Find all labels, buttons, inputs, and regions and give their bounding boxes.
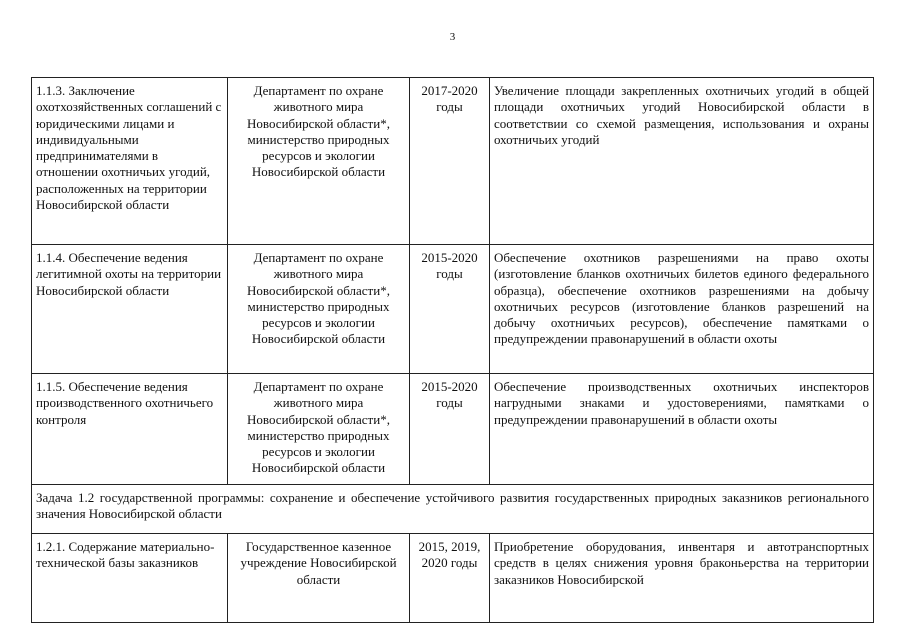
executor: Государственное казенное учреждение Новосибирской области <box>228 534 410 623</box>
table-row <box>32 374 874 485</box>
expected-result: Обеспечение производственных охотничьих инспекторов нагрудными знаками и удостоверениями, памятками о предупреждении правонарушений в области охоты <box>490 374 874 485</box>
expected-result: Увеличение площади закрепленных охотничьих угодий в общей площади охотничьих угодий Новосибирской области в соответствии со схемой размещения, использования и охраны охотничьих угодий <box>490 78 874 245</box>
executor: Департамент по охране животного мира Новосибирской области*, министерство природных ресурсов и экологии Новосибирской области <box>228 78 410 245</box>
measure-name: 1.1.5. Обеспечение ведения производственного охотничьего контроля <box>32 374 228 485</box>
measure-name: 1.1.3. Заключение охотхозяйственных соглашений с юридическими лицами и индивидуальными предпринимателями в отношении охотничьих угодий, расположенных на территории Новосибирской области <box>32 78 228 245</box>
expected-result: Обеспечение охотников разрешениями на право охоты (изготовление бланков охотничьих билетов единого федерального образца), обеспечение охотников разрешениями на добычу охотничьих ресурсов (изготовление бланков разрешений на добычу охотничьих ресурсов), обеспечение памятками о предупреждении правонарушений в области охоты <box>490 245 874 374</box>
table-row <box>32 78 874 245</box>
years: 2015, 2019, 2020 годы <box>410 534 490 623</box>
years: 2015-2020 годы <box>410 374 490 485</box>
measure-name: 1.2.1. Содержание материально-технической базы заказников <box>32 534 228 623</box>
executor: Департамент по охране животного мира Новосибирской области*, министерство природных ресурсов и экологии Новосибирской области <box>228 374 410 485</box>
task-row <box>32 485 874 534</box>
measure-name: 1.1.4. Обеспечение ведения легитимной охоты на территории Новосибирской области <box>32 245 228 374</box>
expected-result: Приобретение оборудования, инвентаря и автотранспортных средств в целях снижения уровня браконьерства на территории заказников Новосибирской <box>490 534 874 623</box>
task-heading: Задача 1.2 государственной программы: сохранение и обеспечение устойчивого развития государственных природных заказников регионального значения Новосибирской области <box>32 485 874 534</box>
table-row <box>32 245 874 374</box>
program-table <box>31 77 874 623</box>
page-number: 3 <box>449 31 456 43</box>
executor: Департамент по охране животного мира Новосибирской области*, министерство природных ресурсов и экологии Новосибирской области <box>228 245 410 374</box>
table-row <box>32 534 874 623</box>
years: 2015-2020 годы <box>410 245 490 374</box>
years: 2017-2020 годы <box>410 78 490 245</box>
